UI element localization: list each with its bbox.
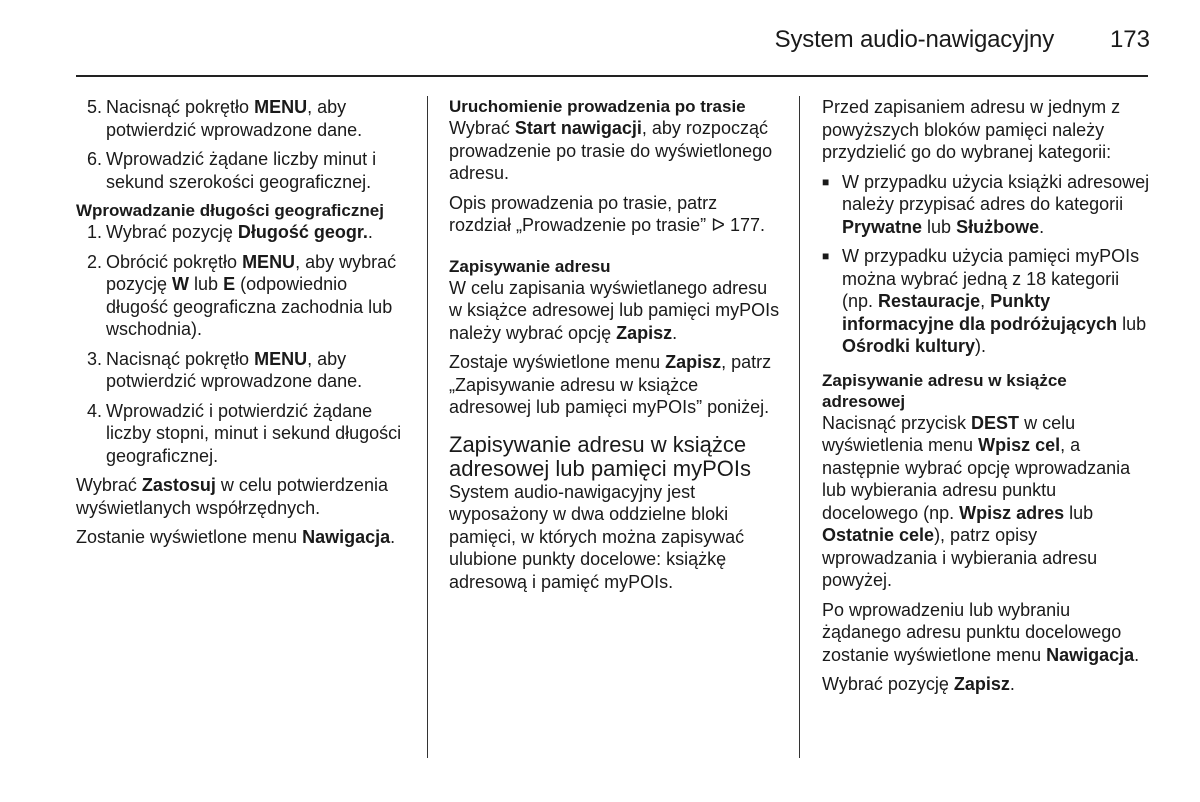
step-text bbox=[106, 348, 411, 393]
column-divider-1 bbox=[427, 96, 428, 758]
text-run: Nacisnąć pokrętło bbox=[106, 348, 255, 369]
paragraph bbox=[449, 481, 784, 594]
text-run: (odpowiednio długość geograficzna zachodnia lub wschodnia). bbox=[106, 274, 393, 339]
step-number: 2. bbox=[86, 251, 102, 272]
bold-term: Zastosuj bbox=[141, 475, 216, 495]
bold-term: MENU bbox=[254, 348, 308, 369]
bold-term: Zapisz bbox=[953, 674, 1010, 694]
bullet-item bbox=[822, 171, 1152, 239]
bold-term: Ostatnie cele bbox=[822, 525, 935, 545]
paragraph bbox=[449, 192, 784, 237]
paragraph bbox=[76, 474, 411, 519]
text-run: Zostanie wyświetlone menu bbox=[76, 527, 303, 547]
col2-paragraphs-2 bbox=[449, 277, 784, 419]
paragraph bbox=[449, 351, 784, 419]
square-bullet-icon: ■ bbox=[822, 174, 830, 189]
text-run: Nacisnąć przycisk bbox=[822, 412, 972, 433]
bold-term: MENU bbox=[254, 97, 308, 117]
text-run: lub bbox=[189, 274, 224, 294]
col1-paragraphs bbox=[76, 474, 411, 549]
text-run: W przypadku użycia pamięci myPOIs można wybrać jedną z 18 kategorii (np. bbox=[842, 246, 1140, 311]
numbered-step bbox=[76, 348, 411, 393]
column-divider-2 bbox=[799, 96, 800, 758]
text-run: , bbox=[980, 291, 991, 311]
page-header-title: System audio-nawigacyjny bbox=[774, 26, 1054, 53]
text-run: . bbox=[1009, 674, 1015, 694]
bullet-text bbox=[842, 171, 1152, 239]
text-run: . bbox=[1134, 644, 1140, 665]
section-heading-longitude: Wprowadzanie długości geograficznej bbox=[76, 201, 384, 220]
text-run: System audio-nawigacyjny jest wyposażony w dwa oddzielne bloki pamięci, w których można zapisywać ulubione punkty docelowe: książkę adresową i pamięć myPOIs. bbox=[449, 481, 745, 592]
category-bullets bbox=[822, 171, 1152, 358]
text-run: Opis prowadzenia po trasie, patrz rozdział „Prowadzenie po trasie” bbox=[449, 192, 718, 235]
text-run: W celu zapisania wyświetlanego adresu w książce adresowej lub pamięci myPOIs należy wybrać opcję bbox=[449, 277, 780, 343]
numbered-step bbox=[76, 251, 411, 341]
bold-term: W bbox=[172, 274, 190, 294]
bold-term: Punkty informacyjne dla podróżujących bbox=[842, 291, 1118, 334]
step-number: 4. bbox=[86, 400, 102, 421]
text-run: Nacisnąć pokrętło bbox=[106, 97, 255, 117]
step-text bbox=[106, 400, 411, 468]
column-2 bbox=[449, 96, 784, 600]
text-run: , patrz „Zapisywanie adresu w książce adresowej lub pamięci myPOIs” poniżej. bbox=[449, 352, 772, 417]
numbered-step bbox=[76, 96, 411, 141]
text-run: Wybrać bbox=[76, 475, 142, 495]
section-heading-route-guidance: Uruchomienie prowadzenia po trasie bbox=[449, 97, 746, 116]
bold-term: Restauracje bbox=[878, 291, 981, 311]
numbered-step bbox=[76, 148, 411, 193]
bold-term: Nawigacja bbox=[1046, 644, 1135, 665]
steps-latitude bbox=[76, 96, 411, 193]
text-run: Obrócić pokrętło bbox=[106, 251, 243, 272]
bold-term: Służbowe bbox=[956, 216, 1040, 237]
column-3 bbox=[822, 96, 1152, 703]
bold-term: Wpisz adres bbox=[959, 502, 1065, 523]
bold-term: Zapisz bbox=[616, 322, 673, 343]
numbered-step bbox=[76, 400, 411, 468]
text-run: , aby potwierdzić wprowadzone dane. bbox=[106, 97, 363, 140]
step-number: 5. bbox=[86, 97, 102, 117]
bold-term: Prywatne bbox=[842, 216, 923, 237]
col2-paragraphs-1 bbox=[449, 117, 784, 237]
bold-term: Wpisz cel bbox=[978, 435, 1061, 455]
text-run: 177. bbox=[724, 215, 766, 235]
bold-term: DEST bbox=[971, 412, 1020, 433]
step-number: 3. bbox=[86, 348, 102, 369]
text-run: lub bbox=[1117, 313, 1147, 334]
step-text bbox=[106, 96, 411, 141]
bold-term: MENU bbox=[242, 251, 296, 272]
column-1 bbox=[76, 96, 411, 556]
bullet-item bbox=[822, 245, 1152, 358]
text-run: , aby wybrać pozycję bbox=[106, 251, 397, 294]
text-run: , aby rozpocząć prowadzenie po trasie do wyświetlonego adresu. bbox=[449, 118, 773, 183]
text-run: . bbox=[1039, 216, 1045, 237]
square-bullet-icon: ■ bbox=[822, 249, 830, 263]
col3-paragraphs bbox=[822, 412, 1152, 696]
bold-term: Ośrodki kultury bbox=[842, 336, 976, 356]
page-number: 173 bbox=[1109, 26, 1150, 53]
section-heading-address-book: Zapisywanie adresu w książce adresowej bbox=[822, 370, 1067, 411]
page-reference-arrow-icon: ᐅ bbox=[711, 215, 725, 235]
col2-paragraphs-3 bbox=[449, 481, 784, 594]
bullet-text bbox=[842, 245, 1152, 358]
header-rule bbox=[76, 75, 1148, 77]
paragraph bbox=[822, 412, 1152, 592]
step-number: 6. bbox=[86, 149, 102, 169]
bold-term: Długość geogr. bbox=[237, 222, 368, 242]
text-run: . bbox=[672, 322, 678, 343]
paragraph bbox=[449, 117, 784, 185]
paragraph bbox=[76, 526, 411, 549]
text-run: Zostaje wyświetlone menu bbox=[449, 352, 666, 372]
text-run: w celu potwierdzenia wyświetlanych współrzędnych. bbox=[76, 475, 388, 518]
section-title-save-address-book: Zapisywanie adresu w książce adresowej lub pamięci myPOIs bbox=[449, 431, 752, 481]
step-number: 1. bbox=[86, 222, 102, 242]
text-run: Przed zapisaniem adresu w jednym z powyższych bloków pamięci należy przydzielić go do wybranej kategorii: bbox=[822, 97, 1121, 162]
text-run: ). bbox=[975, 336, 987, 356]
text-run: Wprowadzić żądane liczby minut i sekund szerokości geograficznej. bbox=[106, 149, 377, 192]
text-run: , aby potwierdzić wprowadzone dane. bbox=[106, 348, 363, 391]
bold-term: Start nawigacji bbox=[514, 118, 642, 138]
col3-intro bbox=[822, 96, 1152, 164]
paragraph bbox=[822, 599, 1152, 667]
text-run: , a następnie wybrać opcję wprowadzania lub wybierania adresu punktu docelowego (np. bbox=[822, 435, 1131, 523]
text-run: Wprowadzić i potwierdzić żądane liczby stopni, minut i sekund długości geograficznej. bbox=[106, 400, 402, 466]
text-run: Po wprowadzeniu lub wybraniu żądanego adresu punktu docelowego zostanie wyświetlone menu bbox=[822, 599, 1122, 665]
paragraph bbox=[449, 277, 784, 345]
section-heading-save-address: Zapisywanie adresu bbox=[449, 256, 611, 276]
numbered-step bbox=[76, 221, 411, 244]
text-run: W przypadku użycia książki adresowej należy przypisać adres do kategorii bbox=[842, 171, 1150, 214]
text-run: ), patrz opisy wprowadzania i wybierania adresu powyżej. bbox=[822, 525, 1098, 590]
text-run: Wybrać bbox=[449, 118, 515, 138]
text-run: lub bbox=[922, 216, 957, 237]
bold-term: Zapisz bbox=[665, 352, 722, 372]
text-run: Wybrać pozycję bbox=[106, 222, 238, 242]
bold-term: Nawigacja bbox=[302, 527, 391, 547]
text-run: w celu wyświetlenia menu bbox=[822, 412, 1076, 455]
bold-term: E bbox=[223, 274, 236, 294]
step-text bbox=[106, 251, 411, 341]
step-text bbox=[106, 221, 373, 244]
step-text bbox=[106, 148, 411, 193]
text-run: . bbox=[367, 222, 373, 242]
steps-longitude bbox=[76, 221, 411, 467]
paragraph bbox=[822, 96, 1152, 164]
text-run: lub bbox=[1064, 502, 1094, 523]
paragraph bbox=[822, 673, 1152, 696]
text-run: . bbox=[390, 527, 396, 547]
text-run: Wybrać pozycję bbox=[822, 674, 954, 694]
